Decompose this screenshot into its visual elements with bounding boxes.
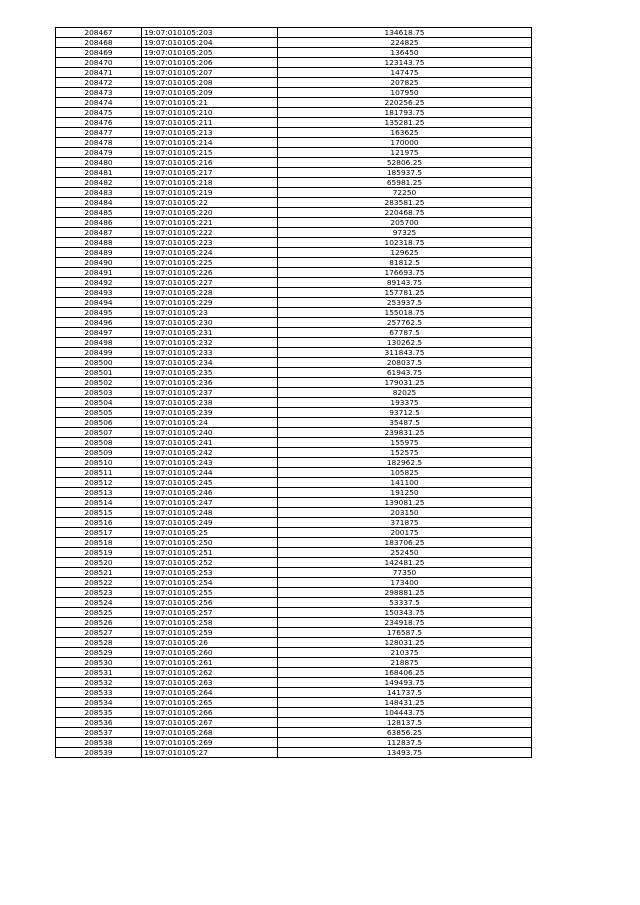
table-row bbox=[56, 318, 532, 328]
amount-cell: 135281.25 bbox=[278, 118, 532, 128]
cadastral-number-cell: 19:07:010105:211 bbox=[142, 118, 278, 128]
row-id-cell: 208534 bbox=[56, 698, 142, 708]
table-row bbox=[56, 528, 532, 538]
amount-cell: 181793.75 bbox=[278, 108, 532, 118]
amount-cell: 218875 bbox=[278, 658, 532, 668]
row-id-cell: 208485 bbox=[56, 208, 142, 218]
table-row bbox=[56, 98, 532, 108]
table-row bbox=[56, 578, 532, 588]
row-id-cell: 208486 bbox=[56, 218, 142, 228]
amount-cell: 67787.5 bbox=[278, 328, 532, 338]
table-row bbox=[56, 248, 532, 258]
cadastral-number-cell: 19:07:010105:224 bbox=[142, 248, 278, 258]
row-id-cell: 208476 bbox=[56, 118, 142, 128]
table-row bbox=[56, 618, 532, 628]
amount-cell: 224825 bbox=[278, 38, 532, 48]
amount-cell: 220256.25 bbox=[278, 98, 532, 108]
amount-cell: 200175 bbox=[278, 528, 532, 538]
cadastral-number-cell: 19:07:010105:249 bbox=[142, 518, 278, 528]
cadastral-number-cell: 19:07:010105:207 bbox=[142, 68, 278, 78]
table-row bbox=[56, 688, 532, 698]
table-row bbox=[56, 218, 532, 228]
amount-cell: 139081.25 bbox=[278, 498, 532, 508]
cadastral-number-cell: 19:07:010105:258 bbox=[142, 618, 278, 628]
cadastral-number-cell: 19:07:010105:254 bbox=[142, 578, 278, 588]
amount-cell: 63856.25 bbox=[278, 728, 532, 738]
cadastral-number-cell: 19:07:010105:251 bbox=[142, 548, 278, 558]
table-row bbox=[56, 288, 532, 298]
table-row bbox=[56, 708, 532, 718]
cadastral-number-cell: 19:07:010105:267 bbox=[142, 718, 278, 728]
table-row bbox=[56, 128, 532, 138]
table-row bbox=[56, 68, 532, 78]
row-id-cell: 208521 bbox=[56, 568, 142, 578]
row-id-cell: 208469 bbox=[56, 48, 142, 58]
data-table bbox=[55, 27, 532, 758]
row-id-cell: 208497 bbox=[56, 328, 142, 338]
row-id-cell: 208496 bbox=[56, 318, 142, 328]
row-id-cell: 208500 bbox=[56, 358, 142, 368]
row-id-cell: 208481 bbox=[56, 168, 142, 178]
cadastral-number-cell: 19:07:010105:264 bbox=[142, 688, 278, 698]
amount-cell: 141100 bbox=[278, 478, 532, 488]
row-id-cell: 208510 bbox=[56, 458, 142, 468]
amount-cell: 81812.5 bbox=[278, 258, 532, 268]
table-row bbox=[56, 658, 532, 668]
row-id-cell: 208498 bbox=[56, 338, 142, 348]
row-id-cell: 208488 bbox=[56, 238, 142, 248]
table-row bbox=[56, 628, 532, 638]
amount-cell: 53337.5 bbox=[278, 598, 532, 608]
amount-cell: 155975 bbox=[278, 438, 532, 448]
table-row bbox=[56, 158, 532, 168]
table-row bbox=[56, 168, 532, 178]
row-id-cell: 208505 bbox=[56, 408, 142, 418]
table-row bbox=[56, 498, 532, 508]
amount-cell: 234918.75 bbox=[278, 618, 532, 628]
table-row bbox=[56, 598, 532, 608]
row-id-cell: 208513 bbox=[56, 488, 142, 498]
row-id-cell: 208522 bbox=[56, 578, 142, 588]
row-id-cell: 208507 bbox=[56, 428, 142, 438]
row-id-cell: 208474 bbox=[56, 98, 142, 108]
table-row bbox=[56, 258, 532, 268]
table-row bbox=[56, 448, 532, 458]
table-row bbox=[56, 698, 532, 708]
row-id-cell: 208525 bbox=[56, 608, 142, 618]
cadastral-number-cell: 19:07:010105:216 bbox=[142, 158, 278, 168]
cadastral-number-cell: 19:07:010105:223 bbox=[142, 238, 278, 248]
cadastral-number-cell: 19:07:010105:215 bbox=[142, 148, 278, 158]
table-row bbox=[56, 38, 532, 48]
row-id-cell: 208518 bbox=[56, 538, 142, 548]
amount-cell: 148431.25 bbox=[278, 698, 532, 708]
row-id-cell: 208470 bbox=[56, 58, 142, 68]
cadastral-number-cell: 19:07:010105:244 bbox=[142, 468, 278, 478]
row-id-cell: 208504 bbox=[56, 398, 142, 408]
amount-cell: 176587.5 bbox=[278, 628, 532, 638]
table-row bbox=[56, 388, 532, 398]
amount-cell: 104443.75 bbox=[278, 708, 532, 718]
amount-cell: 371875 bbox=[278, 518, 532, 528]
cadastral-number-cell: 19:07:010105:25 bbox=[142, 528, 278, 538]
row-id-cell: 208516 bbox=[56, 518, 142, 528]
table-row bbox=[56, 488, 532, 498]
row-id-cell: 208536 bbox=[56, 718, 142, 728]
cadastral-number-cell: 19:07:010105:27 bbox=[142, 748, 278, 758]
table-row bbox=[56, 148, 532, 158]
row-id-cell: 208535 bbox=[56, 708, 142, 718]
row-id-cell: 208529 bbox=[56, 648, 142, 658]
cadastral-number-cell: 19:07:010105:237 bbox=[142, 388, 278, 398]
row-id-cell: 208479 bbox=[56, 148, 142, 158]
row-id-cell: 208492 bbox=[56, 278, 142, 288]
cadastral-number-cell: 19:07:010105:233 bbox=[142, 348, 278, 358]
cadastral-number-cell: 19:07:010105:240 bbox=[142, 428, 278, 438]
cadastral-number-cell: 19:07:010105:221 bbox=[142, 218, 278, 228]
table-row bbox=[56, 308, 532, 318]
amount-cell: 35487.5 bbox=[278, 418, 532, 428]
amount-cell: 102318.75 bbox=[278, 238, 532, 248]
cadastral-number-cell: 19:07:010105:242 bbox=[142, 448, 278, 458]
cadastral-number-cell: 19:07:010105:265 bbox=[142, 698, 278, 708]
amount-cell: 170000 bbox=[278, 138, 532, 148]
row-id-cell: 208499 bbox=[56, 348, 142, 358]
row-id-cell: 208478 bbox=[56, 138, 142, 148]
cadastral-number-cell: 19:07:010105:219 bbox=[142, 188, 278, 198]
row-id-cell: 208503 bbox=[56, 388, 142, 398]
cadastral-number-cell: 19:07:010105:218 bbox=[142, 178, 278, 188]
row-id-cell: 208494 bbox=[56, 298, 142, 308]
amount-cell: 193375 bbox=[278, 398, 532, 408]
table-row bbox=[56, 478, 532, 488]
cadastral-number-cell: 19:07:010105:248 bbox=[142, 508, 278, 518]
amount-cell: 105825 bbox=[278, 468, 532, 478]
row-id-cell: 208532 bbox=[56, 678, 142, 688]
row-id-cell: 208528 bbox=[56, 638, 142, 648]
table-row bbox=[56, 738, 532, 748]
table-row bbox=[56, 188, 532, 198]
table-row bbox=[56, 228, 532, 238]
amount-cell: 173400 bbox=[278, 578, 532, 588]
row-id-cell: 208533 bbox=[56, 688, 142, 698]
cadastral-number-cell: 19:07:010105:250 bbox=[142, 538, 278, 548]
table-row bbox=[56, 718, 532, 728]
cadastral-number-cell: 19:07:010105:247 bbox=[142, 498, 278, 508]
amount-cell: 128031.25 bbox=[278, 638, 532, 648]
row-id-cell: 208523 bbox=[56, 588, 142, 598]
table-row bbox=[56, 88, 532, 98]
table-row bbox=[56, 368, 532, 378]
row-id-cell: 208477 bbox=[56, 128, 142, 138]
table-row bbox=[56, 568, 532, 578]
amount-cell: 142481.25 bbox=[278, 558, 532, 568]
table-row bbox=[56, 508, 532, 518]
table-row bbox=[56, 208, 532, 218]
cadastral-number-cell: 19:07:010105:239 bbox=[142, 408, 278, 418]
cadastral-number-cell: 19:07:010105:203 bbox=[142, 28, 278, 38]
row-id-cell: 208520 bbox=[56, 558, 142, 568]
row-id-cell: 208539 bbox=[56, 748, 142, 758]
cadastral-number-cell: 19:07:010105:235 bbox=[142, 368, 278, 378]
table-row bbox=[56, 548, 532, 558]
row-id-cell: 208515 bbox=[56, 508, 142, 518]
row-id-cell: 208493 bbox=[56, 288, 142, 298]
table-row bbox=[56, 58, 532, 68]
table-row bbox=[56, 238, 532, 248]
table-row bbox=[56, 648, 532, 658]
row-id-cell: 208502 bbox=[56, 378, 142, 388]
amount-cell: 149493.75 bbox=[278, 678, 532, 688]
cadastral-number-cell: 19:07:010105:262 bbox=[142, 668, 278, 678]
table-row bbox=[56, 668, 532, 678]
cadastral-number-cell: 19:07:010105:260 bbox=[142, 648, 278, 658]
table-row bbox=[56, 268, 532, 278]
amount-cell: 121975 bbox=[278, 148, 532, 158]
table-row bbox=[56, 378, 532, 388]
amount-cell: 220468.75 bbox=[278, 208, 532, 218]
table-row bbox=[56, 538, 532, 548]
cadastral-number-cell: 19:07:010105:238 bbox=[142, 398, 278, 408]
row-id-cell: 208527 bbox=[56, 628, 142, 638]
amount-cell: 157781.25 bbox=[278, 288, 532, 298]
amount-cell: 205700 bbox=[278, 218, 532, 228]
cadastral-number-cell: 19:07:010105:259 bbox=[142, 628, 278, 638]
table-row bbox=[56, 608, 532, 618]
amount-cell: 107950 bbox=[278, 88, 532, 98]
amount-cell: 257762.5 bbox=[278, 318, 532, 328]
row-id-cell: 208467 bbox=[56, 28, 142, 38]
amount-cell: 150343.75 bbox=[278, 608, 532, 618]
row-id-cell: 208530 bbox=[56, 658, 142, 668]
amount-cell: 97325 bbox=[278, 228, 532, 238]
amount-cell: 298881.25 bbox=[278, 588, 532, 598]
cadastral-number-cell: 19:07:010105:256 bbox=[142, 598, 278, 608]
cadastral-number-cell: 19:07:010105:241 bbox=[142, 438, 278, 448]
cadastral-number-cell: 19:07:010105:263 bbox=[142, 678, 278, 688]
row-id-cell: 208483 bbox=[56, 188, 142, 198]
table-row bbox=[56, 138, 532, 148]
table-row bbox=[56, 278, 532, 288]
cadastral-number-cell: 19:07:010105:24 bbox=[142, 418, 278, 428]
row-id-cell: 208482 bbox=[56, 178, 142, 188]
amount-cell: 152575 bbox=[278, 448, 532, 458]
table-row bbox=[56, 348, 532, 358]
row-id-cell: 208506 bbox=[56, 418, 142, 428]
row-id-cell: 208514 bbox=[56, 498, 142, 508]
table-row bbox=[56, 178, 532, 188]
row-id-cell: 208489 bbox=[56, 248, 142, 258]
row-id-cell: 208524 bbox=[56, 598, 142, 608]
cadastral-number-cell: 19:07:010105:205 bbox=[142, 48, 278, 58]
amount-cell: 141737.5 bbox=[278, 688, 532, 698]
row-id-cell: 208508 bbox=[56, 438, 142, 448]
row-id-cell: 208480 bbox=[56, 158, 142, 168]
row-id-cell: 208501 bbox=[56, 368, 142, 378]
amount-cell: 147475 bbox=[278, 68, 532, 78]
amount-cell: 185937.5 bbox=[278, 168, 532, 178]
cadastral-number-cell: 19:07:010105:229 bbox=[142, 298, 278, 308]
amount-cell: 283581.25 bbox=[278, 198, 532, 208]
amount-cell: 239831.25 bbox=[278, 428, 532, 438]
row-id-cell: 208509 bbox=[56, 448, 142, 458]
table-row bbox=[56, 418, 532, 428]
table-row bbox=[56, 28, 532, 38]
cadastral-number-cell: 19:07:010105:225 bbox=[142, 258, 278, 268]
amount-cell: 208037.5 bbox=[278, 358, 532, 368]
cadastral-number-cell: 19:07:010105:228 bbox=[142, 288, 278, 298]
row-id-cell: 208517 bbox=[56, 528, 142, 538]
amount-cell: 176693.75 bbox=[278, 268, 532, 278]
table-row bbox=[56, 338, 532, 348]
cadastral-number-cell: 19:07:010105:253 bbox=[142, 568, 278, 578]
amount-cell: 155018.75 bbox=[278, 308, 532, 318]
cadastral-number-cell: 19:07:010105:269 bbox=[142, 738, 278, 748]
amount-cell: 82025 bbox=[278, 388, 532, 398]
cadastral-number-cell: 19:07:010105:21 bbox=[142, 98, 278, 108]
row-id-cell: 208538 bbox=[56, 738, 142, 748]
amount-cell: 203150 bbox=[278, 508, 532, 518]
amount-cell: 134618.75 bbox=[278, 28, 532, 38]
cadastral-number-cell: 19:07:010105:204 bbox=[142, 38, 278, 48]
amount-cell: 65981.25 bbox=[278, 178, 532, 188]
cadastral-number-cell: 19:07:010105:209 bbox=[142, 88, 278, 98]
table-row bbox=[56, 588, 532, 598]
amount-cell: 130262.5 bbox=[278, 338, 532, 348]
cadastral-number-cell: 19:07:010105:255 bbox=[142, 588, 278, 598]
table-row bbox=[56, 118, 532, 128]
table-row bbox=[56, 78, 532, 88]
cadastral-number-cell: 19:07:010105:227 bbox=[142, 278, 278, 288]
amount-cell: 163625 bbox=[278, 128, 532, 138]
cadastral-number-cell: 19:07:010105:206 bbox=[142, 58, 278, 68]
amount-cell: 168406.25 bbox=[278, 668, 532, 678]
cadastral-number-cell: 19:07:010105:23 bbox=[142, 308, 278, 318]
cadastral-number-cell: 19:07:010105:268 bbox=[142, 728, 278, 738]
table-row bbox=[56, 108, 532, 118]
cadastral-number-cell: 19:07:010105:213 bbox=[142, 128, 278, 138]
cadastral-number-cell: 19:07:010105:226 bbox=[142, 268, 278, 278]
row-id-cell: 208471 bbox=[56, 68, 142, 78]
table-row bbox=[56, 728, 532, 738]
amount-cell: 61943.75 bbox=[278, 368, 532, 378]
row-id-cell: 208531 bbox=[56, 668, 142, 678]
cadastral-number-cell: 19:07:010105:208 bbox=[142, 78, 278, 88]
table-row bbox=[56, 468, 532, 478]
cadastral-number-cell: 19:07:010105:26 bbox=[142, 638, 278, 648]
cadastral-number-cell: 19:07:010105:214 bbox=[142, 138, 278, 148]
table-row bbox=[56, 748, 532, 758]
table-row bbox=[56, 358, 532, 368]
amount-cell: 253937.5 bbox=[278, 298, 532, 308]
table-row bbox=[56, 518, 532, 528]
table-row bbox=[56, 558, 532, 568]
amount-cell: 136450 bbox=[278, 48, 532, 58]
row-id-cell: 208491 bbox=[56, 268, 142, 278]
cadastral-number-cell: 19:07:010105:22 bbox=[142, 198, 278, 208]
amount-cell: 89143.75 bbox=[278, 278, 532, 288]
cadastral-number-cell: 19:07:010105:231 bbox=[142, 328, 278, 338]
table-row bbox=[56, 678, 532, 688]
amount-cell: 52806.25 bbox=[278, 158, 532, 168]
row-id-cell: 208487 bbox=[56, 228, 142, 238]
amount-cell: 191250 bbox=[278, 488, 532, 498]
table-row bbox=[56, 48, 532, 58]
amount-cell: 128137.5 bbox=[278, 718, 532, 728]
cadastral-number-cell: 19:07:010105:261 bbox=[142, 658, 278, 668]
cadastral-number-cell: 19:07:010105:234 bbox=[142, 358, 278, 368]
row-id-cell: 208537 bbox=[56, 728, 142, 738]
row-id-cell: 208473 bbox=[56, 88, 142, 98]
cadastral-number-cell: 19:07:010105:246 bbox=[142, 488, 278, 498]
amount-cell: 311843.75 bbox=[278, 348, 532, 358]
table-row bbox=[56, 458, 532, 468]
amount-cell: 123143.75 bbox=[278, 58, 532, 68]
cadastral-number-cell: 19:07:010105:217 bbox=[142, 168, 278, 178]
table-row bbox=[56, 398, 532, 408]
amount-cell: 207825 bbox=[278, 78, 532, 88]
row-id-cell: 208472 bbox=[56, 78, 142, 88]
row-id-cell: 208495 bbox=[56, 308, 142, 318]
amount-cell: 179031.25 bbox=[278, 378, 532, 388]
row-id-cell: 208468 bbox=[56, 38, 142, 48]
table-row bbox=[56, 428, 532, 438]
amount-cell: 129625 bbox=[278, 248, 532, 258]
cadastral-number-cell: 19:07:010105:266 bbox=[142, 708, 278, 718]
cadastral-number-cell: 19:07:010105:210 bbox=[142, 108, 278, 118]
amount-cell: 72250 bbox=[278, 188, 532, 198]
cadastral-number-cell: 19:07:010105:252 bbox=[142, 558, 278, 568]
cadastral-number-cell: 19:07:010105:245 bbox=[142, 478, 278, 488]
amount-cell: 112837.5 bbox=[278, 738, 532, 748]
row-id-cell: 208511 bbox=[56, 468, 142, 478]
table-row bbox=[56, 438, 532, 448]
table-row bbox=[56, 408, 532, 418]
table-row bbox=[56, 298, 532, 308]
cadastral-number-cell: 19:07:010105:243 bbox=[142, 458, 278, 468]
cadastral-number-cell: 19:07:010105:257 bbox=[142, 608, 278, 618]
row-id-cell: 208526 bbox=[56, 618, 142, 628]
row-id-cell: 208484 bbox=[56, 198, 142, 208]
amount-cell: 77350 bbox=[278, 568, 532, 578]
amount-cell: 93712.5 bbox=[278, 408, 532, 418]
amount-cell: 182962.5 bbox=[278, 458, 532, 468]
cadastral-number-cell: 19:07:010105:232 bbox=[142, 338, 278, 348]
amount-cell: 252450 bbox=[278, 548, 532, 558]
table-row bbox=[56, 198, 532, 208]
cadastral-number-cell: 19:07:010105:230 bbox=[142, 318, 278, 328]
amount-cell: 13493.75 bbox=[278, 748, 532, 758]
amount-cell: 183706.25 bbox=[278, 538, 532, 548]
cadastral-number-cell: 19:07:010105:236 bbox=[142, 378, 278, 388]
row-id-cell: 208519 bbox=[56, 548, 142, 558]
row-id-cell: 208475 bbox=[56, 108, 142, 118]
table-row bbox=[56, 638, 532, 648]
row-id-cell: 208512 bbox=[56, 478, 142, 488]
table-body bbox=[56, 28, 532, 758]
cadastral-number-cell: 19:07:010105:222 bbox=[142, 228, 278, 238]
row-id-cell: 208490 bbox=[56, 258, 142, 268]
cadastral-number-cell: 19:07:010105:220 bbox=[142, 208, 278, 218]
amount-cell: 210375 bbox=[278, 648, 532, 658]
table-row bbox=[56, 328, 532, 338]
